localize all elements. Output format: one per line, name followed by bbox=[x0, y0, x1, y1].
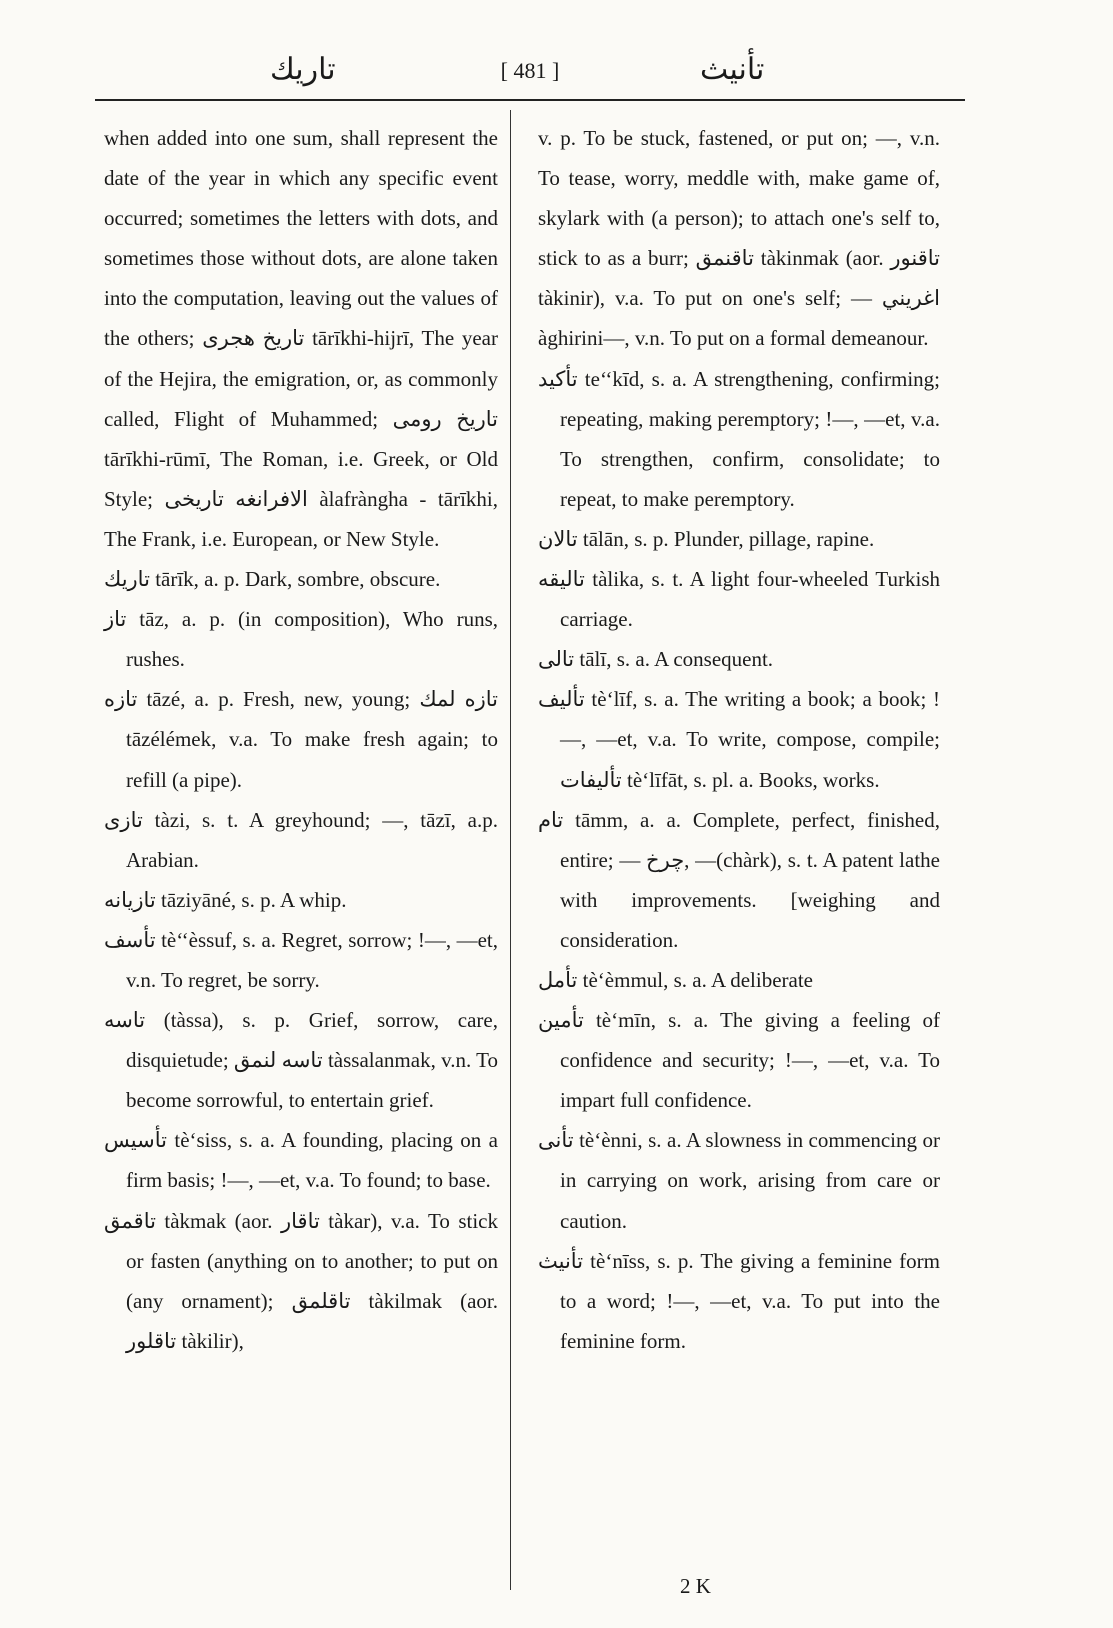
entry-taziyane: تازيانه tāziyāné, s. p. A whip. bbox=[104, 887, 347, 912]
page-header bbox=[95, 52, 965, 100]
entry-talika: تاليقه tàlika, s. t. A light four-wheeled Turkish carriage. bbox=[538, 567, 940, 632]
entry-teniss: تأنيث tè‘nīss, s. p. The giving a feminine form to a word; !—, —et, v.a. To put into the feminine form. bbox=[538, 1248, 940, 1353]
continued-entry: v. p. To be stuck, fastened, or put on; —, v.n. To tease, worry, meddle with, make game of, skylark with (a person); to attach one's self to, stick to as a burr; تاقنمق tàkinmak (aor. تاقنور tàkinir), v.a. To put on one's self; — اغريني àghirini—, v.n. To put on a formal demeanour. bbox=[538, 126, 940, 351]
entry-telif: تأليف tè‘līf, s. a. The writing a book; a book; !—, —et, v.a. To write, compose, compile; تأليفات tè‘līfāt, s. pl. a. Books, works. bbox=[538, 687, 940, 792]
entry-tesiss: تأسيس tè‘siss, s. a. A founding, placing on a firm basis; !—, —et, v.a. To found; to base. bbox=[104, 1128, 498, 1193]
header-rule bbox=[95, 99, 965, 101]
left-column bbox=[104, 118, 498, 1361]
page-number: [ 481 ] bbox=[500, 58, 560, 83]
entry-tamm: تام tāmm, a. a. Complete, perfect, finished, entire; — چرخ, —(chàrk), s. t. A patent lathe with improvements. [weighing and consideration. bbox=[538, 807, 940, 952]
entry-temin: تأمين tè‘mīn, s. a. The giving a feeling of confidence and security; !—, —et, v.a. To impart full confidence. bbox=[538, 1008, 940, 1113]
entry-talan: تالان tālān, s. p. Plunder, pillage, rapine. bbox=[538, 526, 875, 551]
entry-takmak: تاقمق tàkmak (aor. تاقار tàkar), v.a. To stick or fasten (anything on to another; to put on (any ornament); تاقلمق tàkilmak (aor. تاقلور tàkilir), bbox=[104, 1208, 498, 1353]
right-catchword: تأنيث bbox=[700, 53, 765, 86]
signature-mark: 2 K bbox=[680, 1574, 711, 1598]
right-column bbox=[538, 118, 940, 1361]
entry-teenni: تأنى tè‘ènni, s. a. A slowness in commencing or in carrying on work, arising from care or caution. bbox=[538, 1128, 940, 1233]
entry-taz: تاز tāz, a. p. (in composition), Who runs, rushes. bbox=[104, 607, 498, 672]
entry-tarik: تاريك tārīk, a. p. Dark, sombre, obscure. bbox=[104, 567, 441, 592]
left-catchword: تاريك bbox=[270, 53, 336, 86]
column-divider bbox=[510, 110, 511, 1590]
entry-teemmul: تأمل tè‘èmmul, s. a. A deliberate bbox=[538, 967, 813, 992]
continued-entry: when added into one sum, shall represent the date of the year in which any specific event occurred; sometimes the letters with dots, and sometimes those without dots, are alone taken into the computation, leaving out the values of the others; تاريخ هجرى tārīkhi-hijrī, The year of the Hejira, the emigration, or, as commonly called, Flight of Muhammed; تاريخ رومى tārīkhi-rūmī, The Roman, i.e. Greek, or Old Style; الافرانغه تاريخى àlafrànghа - tārīkhi, The Frank, i.e. European, or New Style. bbox=[104, 126, 499, 551]
entry-tazi: تازى tàzi, s. t. A greyhound; —, tāzī, a.p. Arabian. bbox=[104, 807, 498, 872]
entry-tekid: تأكيد te‘‘kīd, s. a. A strengthening, confirming; repeating, making peremptory; !—, —et, v.a. To strengthen, confirm, consolidate; to repeat, to make peremptory. bbox=[538, 366, 940, 511]
entry-teessuf: تأسف tè‘‘èssuf, s. a. Regret, sorrow; !—, —et, v.n. To regret, be sorry. bbox=[104, 927, 498, 992]
entry-tassa: تاسه (tàssa), s. p. Grief, sorrow, care, disquietude; تاسه لنمق tàssalanmak, v.n. To become sorrowful, to entertain grief. bbox=[104, 1008, 498, 1113]
entry-taze: تازه tāzé, a. p. Fresh, new, young; تازه لمك tāzélémek, v.a. To make fresh again; to refill (a pipe). bbox=[104, 687, 498, 792]
entry-tali: تالى tālī, s. a. A consequent. bbox=[538, 647, 774, 672]
